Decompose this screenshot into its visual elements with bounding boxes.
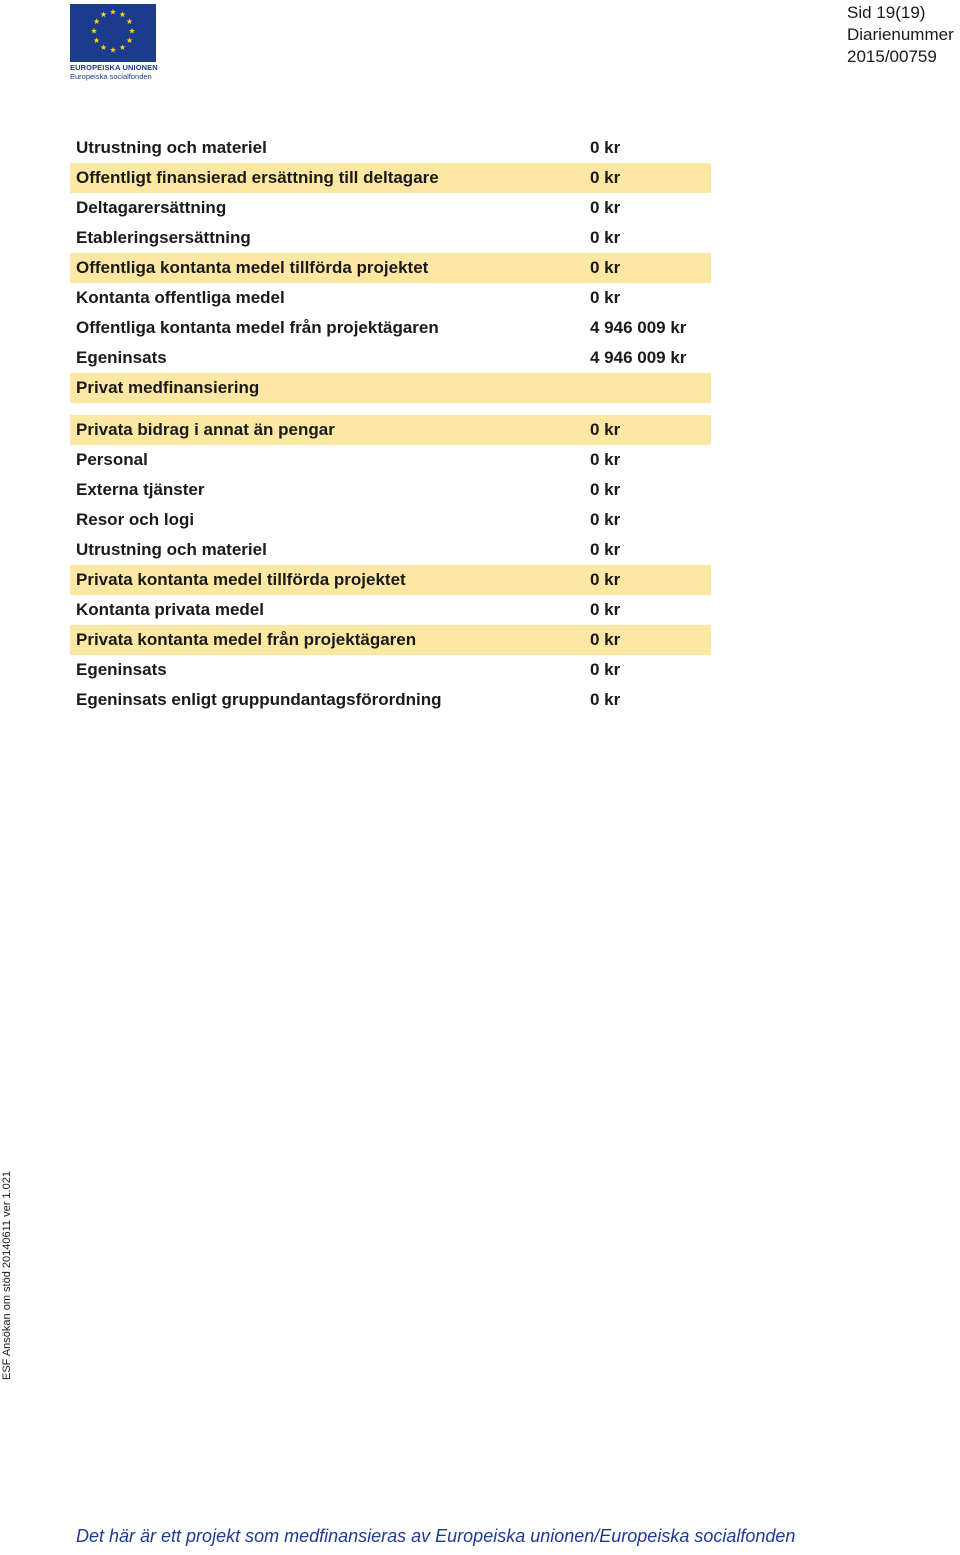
table-row — [70, 505, 711, 535]
table-row — [70, 445, 711, 475]
table-row — [70, 565, 711, 595]
row-value: 0 kr — [590, 660, 621, 679]
row-label: Resor och logi — [76, 510, 195, 529]
row-value: 0 kr — [590, 690, 621, 709]
table-row — [70, 163, 711, 193]
row-label: Privata kontanta medel från projektägaren — [76, 630, 417, 649]
row-value: 0 kr — [590, 450, 621, 469]
row-label: Privata kontanta medel tillförda projektet — [76, 570, 406, 589]
table-row — [70, 595, 711, 625]
row-label: Kontanta offentliga medel — [76, 288, 285, 307]
logo-line-1: EUROPEISKA UNIONEN — [70, 63, 158, 72]
row-value: 0 kr — [590, 510, 621, 529]
row-label: Offentligt finansierad ersättning till deltagare — [76, 168, 439, 187]
eu-star-icon — [94, 18, 100, 24]
table-row — [70, 343, 711, 373]
row-value: 0 kr — [590, 258, 621, 277]
row-label: Personal — [76, 450, 148, 469]
row-label: Kontanta privata medel — [76, 600, 264, 619]
eu-star-icon — [119, 44, 125, 50]
footer-text: Det här är ett projekt som medfinansieras av Europeiska unionen/Europeiska socialfonden — [76, 1526, 796, 1546]
row-value: 0 kr — [590, 228, 621, 247]
table-row — [70, 223, 711, 253]
eu-logo — [70, 4, 158, 81]
page-number: Sid 19(19) — [847, 3, 926, 22]
eu-star-icon — [110, 9, 116, 15]
row-value: 4 946 009 kr — [590, 318, 687, 337]
row-label: Egeninsats enligt gruppundantagsförordning — [76, 690, 442, 709]
document-header — [847, 2, 954, 68]
eu-star-icon — [126, 18, 132, 24]
eu-star-icon — [100, 11, 106, 17]
row-label: Offentliga kontanta medel tillförda projektet — [76, 258, 429, 277]
section-label: Privat medfinansiering — [76, 378, 260, 397]
row-label: Privata bidrag i annat än pengar — [76, 420, 335, 439]
row-value: 0 kr — [590, 288, 621, 307]
table-row — [70, 313, 711, 343]
row-label: Utrustning och materiel — [76, 540, 267, 559]
table-row — [70, 415, 711, 445]
logo-line-2: Europeiska socialfonden — [70, 72, 152, 81]
table-row — [70, 253, 711, 283]
row-value: 4 946 009 kr — [590, 348, 687, 367]
financing-table — [70, 133, 711, 715]
row-value: 0 kr — [590, 600, 621, 619]
table-row — [70, 283, 711, 313]
table-row — [70, 625, 711, 655]
table-row — [70, 685, 711, 715]
row-value: 0 kr — [590, 540, 621, 559]
table-row — [70, 133, 711, 163]
eu-star-icon — [94, 37, 100, 43]
row-value: 0 kr — [590, 630, 621, 649]
table-row — [70, 193, 711, 223]
diarie-label: Diarienummer — [847, 25, 954, 44]
row-label: Etableringsersättning — [76, 228, 251, 247]
row-label: Egeninsats — [76, 660, 167, 679]
row-value: 0 kr — [590, 198, 621, 217]
row-label: Offentliga kontanta medel från projektägaren — [76, 318, 439, 337]
row-value: 0 kr — [590, 420, 621, 439]
eu-star-icon — [126, 37, 132, 43]
form-version-text: ESF Ansökan om stöd 20140611 ver 1.021 — [1, 1171, 13, 1380]
row-label: Externa tjänster — [76, 480, 205, 499]
row-value: 0 kr — [590, 480, 621, 499]
table-row — [70, 535, 711, 565]
table-row — [70, 475, 711, 505]
row-label: Deltagarersättning — [76, 198, 227, 217]
diarie-number: 2015/00759 — [847, 47, 937, 66]
eu-flag-icon — [70, 4, 156, 62]
eu-star-icon — [129, 28, 135, 34]
section-header-row — [70, 373, 711, 403]
row-value: 0 kr — [590, 168, 621, 187]
eu-star-icon — [110, 47, 116, 53]
row-label: Utrustning och materiel — [76, 138, 267, 157]
eu-star-icon — [119, 11, 125, 17]
row-value: 0 kr — [590, 570, 621, 589]
row-value: 0 kr — [590, 138, 621, 157]
table-row — [70, 655, 711, 685]
row-label: Egeninsats — [76, 348, 167, 367]
eu-star-icon — [100, 44, 106, 50]
eu-star-icon — [91, 28, 97, 34]
